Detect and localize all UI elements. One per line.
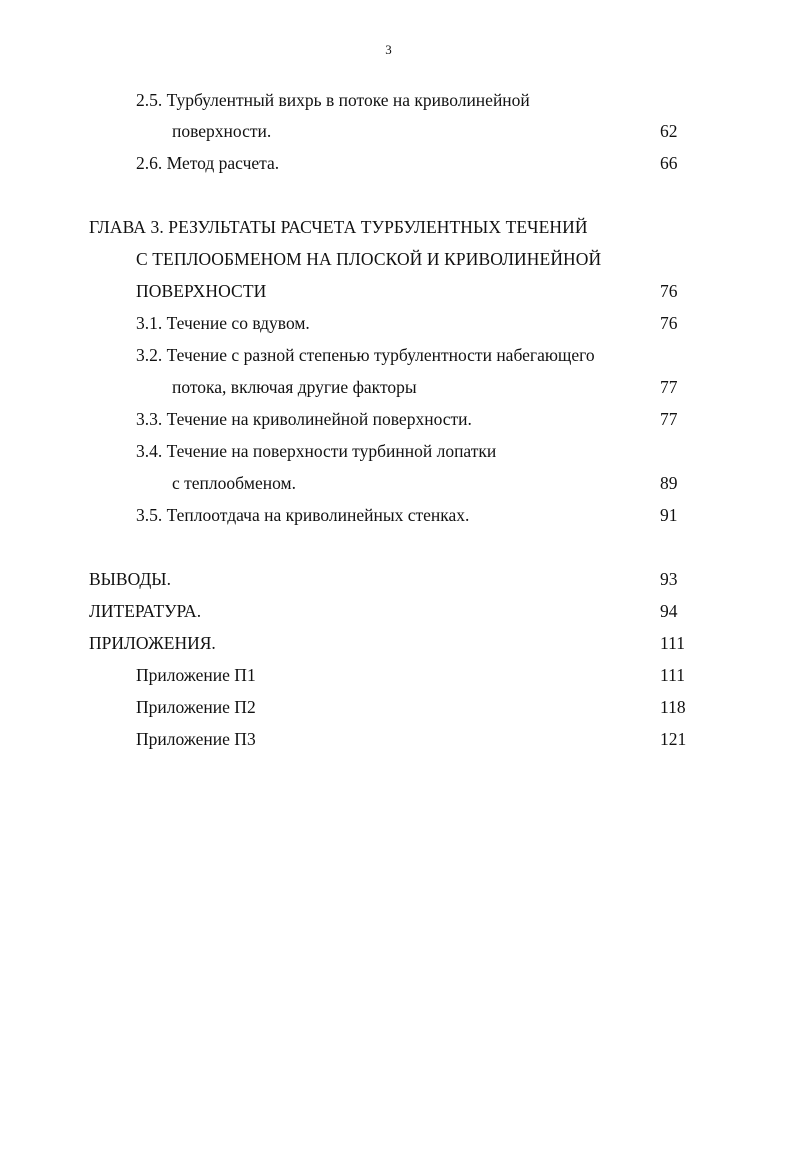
toc-page-3-1: 76 [660,313,678,333]
toc-entry-3-4-line1: 3.4. Течение на поверхности турбинной лопатки [136,441,497,461]
toc-chapter-3-line2: С ТЕПЛООБМЕНОМ НА ПЛОСКОЙ И КРИВОЛИНЕЙНОЙ [136,249,602,269]
toc-entry-2-5-line2: поверхности. [172,121,272,141]
toc-entry-3-4-line2: с теплообменом. [172,473,296,493]
toc-page-chapter-3: 76 [660,281,678,301]
toc-appendix-p2: Приложение П2 [136,697,256,717]
toc-appendices: ПРИЛОЖЕНИЯ. [89,633,216,653]
toc-chapter-3-line1: ГЛАВА 3. РЕЗУЛЬТАТЫ РАСЧЕТА ТУРБУЛЕНТНЫХ ТЕЧЕНИЙ [89,217,588,237]
toc-page-3-5: 91 [660,505,678,525]
toc-appendix-p3: Приложение П3 [136,729,256,749]
toc-page-p2: 118 [660,697,686,717]
toc-page-conclusions: 93 [660,569,678,589]
toc-entry-3-2-line1: 3.2. Течение с разной степенью турбулентности набегающего [136,345,595,365]
toc-entry-2-6: 2.6. Метод расчета. [136,153,280,173]
page-number: 3 [385,42,392,57]
toc-entry-3-1: 3.1. Течение со вдувом. [136,313,310,333]
toc-page-3-2: 77 [660,377,678,397]
toc-entry-3-3: 3.3. Течение на криволинейной поверхности. [136,409,472,429]
toc-entry-3-2-line2: потока, включая другие факторы [172,377,417,397]
toc-appendix-p1: Приложение П1 [136,665,256,685]
toc-conclusions: ВЫВОДЫ. [89,569,171,589]
toc-page-p3: 121 [660,729,687,749]
toc-literature: ЛИТЕРАТУРА. [89,601,202,621]
toc-page-2-6: 66 [660,153,678,173]
toc-page-2-5: 62 [660,121,678,141]
toc-entry-3-5: 3.5. Теплоотдача на криволинейных стенках. [136,505,470,525]
toc-chapter-3-line3: ПОВЕРХНОСТИ [136,281,267,301]
toc-page-3-4: 89 [660,473,678,493]
toc-page-literature: 94 [660,601,678,621]
toc-page-p1: 111 [660,665,685,685]
toc-page-appendices: 111 [660,633,685,653]
toc-entry-2-5-line1: 2.5. Турбулентный вихрь в потоке на криволинейной [136,90,530,110]
toc-page-3-3: 77 [660,409,678,429]
